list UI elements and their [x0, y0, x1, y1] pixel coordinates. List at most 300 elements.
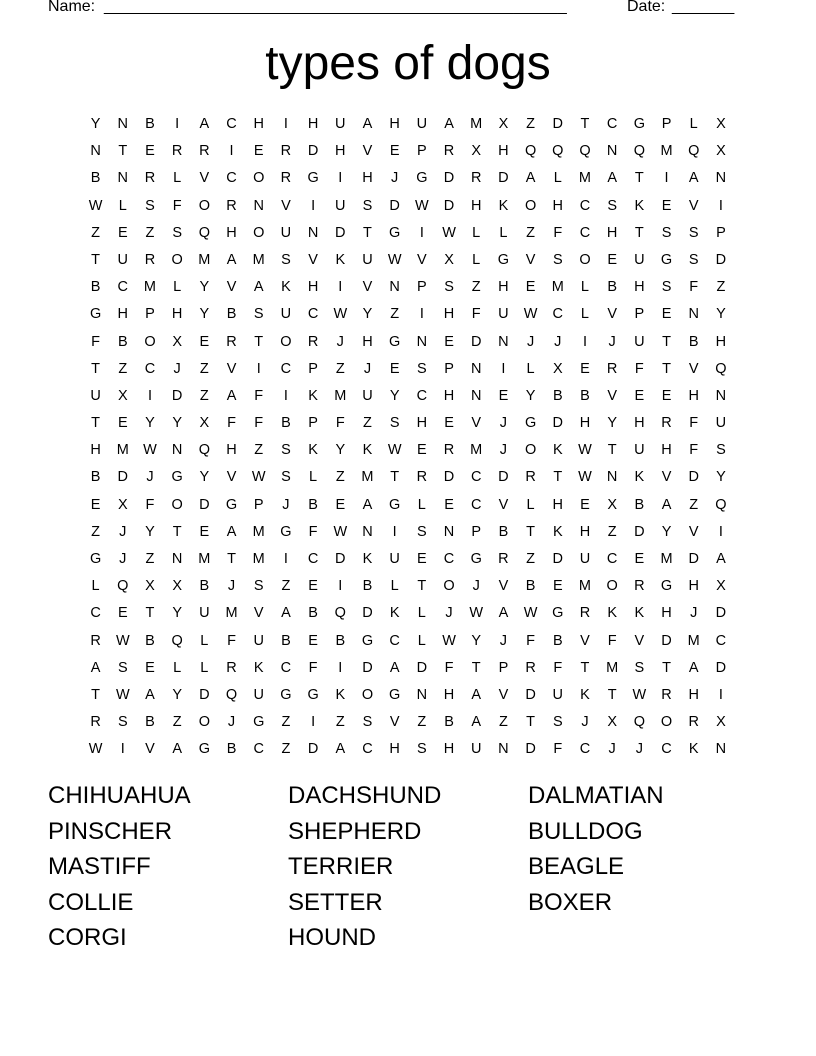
grid-letter: J: [445, 605, 453, 622]
grid-letter: G: [307, 686, 319, 703]
grid-letter: U: [90, 387, 101, 404]
grid-letter: T: [553, 469, 563, 486]
grid-letter: S: [362, 714, 373, 731]
grid-letter: Z: [199, 360, 209, 377]
grid-letter: L: [309, 469, 318, 486]
grid-letter: E: [199, 333, 210, 350]
grid-letter: Y: [362, 306, 373, 323]
grid-letter: Q: [334, 605, 346, 622]
grid-letter: A: [90, 659, 101, 676]
grid-letter: H: [661, 442, 672, 459]
grid-letter: Q: [579, 143, 591, 160]
grid-letter: O: [280, 333, 292, 350]
grid-letter: H: [688, 686, 699, 703]
grid-letter: H: [498, 279, 509, 296]
grid-letter: O: [171, 496, 183, 513]
grid-letter: X: [607, 714, 617, 731]
grid-letter: B: [552, 387, 563, 404]
grid-letter: S: [552, 714, 563, 731]
grid-letter: J: [635, 741, 643, 758]
grid-letter: M: [116, 442, 129, 459]
grid-letter: Q: [552, 143, 564, 160]
grid-letter: N: [117, 116, 129, 132]
grid-letter: A: [444, 116, 454, 132]
grid-letter: Z: [281, 714, 291, 731]
grid-letter: J: [391, 170, 399, 187]
grid-letter: P: [498, 659, 509, 676]
grid-letter: M: [687, 632, 700, 649]
grid-letter: O: [579, 251, 591, 268]
grid-letter: M: [252, 251, 265, 268]
grid-letter: N: [171, 551, 183, 567]
grid-letter: F: [145, 496, 155, 513]
grid-letter: H: [443, 306, 455, 323]
grid-letter: A: [661, 496, 672, 513]
grid-letter: D: [525, 686, 536, 703]
grid-letter: V: [389, 714, 400, 731]
grid-letter: R: [90, 632, 101, 649]
grid-letter: C: [416, 387, 428, 404]
grid-letter: O: [524, 197, 537, 214]
grid-letter: X: [117, 496, 128, 513]
grid-letter: T: [91, 360, 101, 377]
grid-letter: A: [281, 605, 291, 622]
grid-letter: L: [173, 659, 182, 676]
grid-letter: H: [90, 442, 101, 459]
grid-letter: J: [526, 333, 535, 350]
grid-letter: V: [226, 360, 237, 377]
grid-letter: H: [498, 143, 509, 160]
grid-letter: E: [389, 143, 400, 160]
grid-letter: D: [389, 197, 400, 214]
grid-letter: F: [553, 741, 563, 758]
grid-letter: B: [226, 741, 237, 758]
grid-letter: F: [308, 659, 318, 676]
grid-letter: H: [117, 306, 129, 323]
grid-letter: V: [498, 496, 509, 513]
grid-letter: K: [389, 605, 400, 622]
word-list-item: BOXER: [528, 888, 613, 916]
grid-letter: T: [662, 659, 671, 676]
grid-letter: M: [198, 551, 211, 567]
grid-letter: C: [606, 116, 618, 132]
grid-letter: V: [525, 251, 536, 268]
grid-letter: X: [172, 333, 182, 350]
word-list-item: PINSCHER: [48, 817, 173, 845]
grid-letter: A: [253, 279, 264, 296]
word-list-item: DACHSHUND: [288, 782, 442, 809]
grid-letter: E: [634, 387, 645, 404]
grid-letter: N: [606, 143, 618, 160]
date-label: Date:: [627, 0, 666, 15]
grid-letter: Q: [171, 632, 183, 649]
grid-letter: Y: [525, 387, 536, 404]
grid-letter: G: [497, 251, 510, 268]
grid-letter: D: [715, 605, 727, 622]
grid-letter: L: [173, 170, 182, 187]
grid-letter: G: [660, 251, 673, 268]
grid-letter: G: [171, 469, 183, 486]
grid-letter: N: [606, 469, 618, 486]
grid-letter: S: [552, 251, 563, 268]
grid-letter: Y: [389, 387, 400, 404]
grid-letter: H: [688, 387, 699, 404]
grid-letter: P: [444, 360, 454, 377]
grid-letter: E: [580, 360, 590, 377]
grid-letter: D: [335, 224, 346, 241]
grid-letter: C: [470, 496, 482, 513]
grid-letter: Q: [198, 224, 210, 241]
grid-letter: H: [307, 279, 319, 296]
grid-letter: P: [417, 143, 427, 160]
grid-letter: Z: [145, 551, 155, 567]
grid-letter: M: [606, 659, 619, 676]
grid-letter: C: [661, 741, 672, 758]
grid-letter: U: [470, 741, 482, 758]
grid-letter: M: [252, 551, 265, 567]
grid-letter: X: [172, 578, 182, 595]
grid-letter: D: [634, 523, 645, 540]
grid-letter: D: [715, 251, 727, 268]
grid-letter: J: [282, 496, 290, 513]
grid-letter: Z: [281, 578, 291, 595]
grid-letter: W: [333, 523, 348, 540]
grid-letter: K: [580, 686, 590, 703]
grid-letter: W: [143, 442, 157, 459]
word-list-item: BEAGLE: [528, 853, 625, 881]
grid-letter: U: [715, 415, 727, 432]
grid-letter: V: [308, 251, 318, 268]
grid-letter: N: [307, 224, 319, 241]
grid-letter: N: [470, 360, 482, 377]
grid-letter: A: [688, 170, 699, 187]
grid-letter: S: [634, 659, 645, 676]
grid-letter: K: [634, 197, 645, 214]
grid-letter: I: [392, 523, 397, 540]
grid-letter: J: [581, 714, 589, 731]
grid-letter: Z: [335, 360, 345, 377]
grid-letter: R: [226, 197, 237, 214]
grid-letter: G: [89, 551, 102, 567]
grid-letter: M: [143, 279, 157, 296]
grid-letter: V: [253, 605, 264, 622]
grid-letter: D: [307, 143, 319, 160]
grid-letter: W: [387, 251, 402, 268]
grid-letter: V: [417, 251, 427, 268]
grid-letter: D: [470, 333, 482, 350]
grid-letter: V: [688, 360, 699, 377]
grid-letter: A: [226, 523, 237, 540]
grid-letter: B: [498, 523, 509, 540]
grid-letter: M: [225, 605, 238, 622]
grid-letter: U: [117, 251, 129, 268]
grid-letter: H: [362, 170, 373, 187]
grid-letter: X: [498, 116, 509, 132]
grid-letter: D: [498, 170, 509, 187]
grid-letter: J: [173, 360, 181, 377]
grid-letter: V: [226, 279, 237, 296]
grid-letter: R: [634, 578, 645, 595]
grid-letter: Y: [199, 469, 210, 486]
grid-letter: I: [283, 551, 288, 567]
grid-letter: E: [661, 197, 672, 214]
grid-letter: H: [606, 224, 618, 241]
grid-letter: E: [661, 387, 672, 404]
grid-letter: H: [552, 496, 564, 513]
grid-letter: R: [661, 415, 672, 432]
grid-letter: C: [552, 306, 564, 323]
grid-letter: C: [307, 551, 319, 567]
grid-letter: N: [470, 387, 482, 404]
grid-letter: R: [226, 659, 237, 676]
grid-letter: D: [688, 469, 699, 486]
grid-letter: F: [335, 415, 345, 432]
grid-letter: L: [580, 279, 589, 296]
grid-letter: L: [580, 306, 589, 323]
grid-letter: H: [226, 224, 237, 241]
grid-letter: L: [689, 116, 698, 132]
grid-letter: U: [280, 306, 292, 323]
grid-letter: R: [90, 714, 101, 731]
grid-letter: A: [471, 686, 482, 703]
grid-letter: V: [145, 741, 155, 758]
grid-letter: H: [389, 741, 400, 758]
grid-letter: K: [308, 387, 318, 404]
grid-letter: M: [578, 578, 592, 595]
grid-letter: Q: [688, 143, 700, 160]
grid-letter: T: [172, 523, 182, 540]
grid-letter: C: [144, 360, 156, 377]
word-list-item: BULLDOG: [528, 817, 643, 845]
grid-letter: B: [145, 116, 155, 132]
grid-letter: V: [661, 469, 672, 486]
grid-letter: I: [718, 686, 723, 703]
grid-letter: V: [362, 143, 373, 160]
name-blank-line: ____________________________________________________: [104, 0, 567, 15]
grid-letter: G: [633, 116, 645, 132]
grid-letter: O: [606, 578, 618, 595]
grid-letter: F: [471, 306, 481, 323]
grid-letter: K: [552, 523, 563, 540]
grid-letter: H: [443, 741, 455, 758]
grid-letter: W: [115, 686, 130, 703]
grid-letter: E: [498, 387, 509, 404]
grid-letter: Y: [716, 469, 726, 486]
grid-letter: K: [634, 469, 645, 486]
grid-letter: V: [226, 469, 237, 486]
grid-letter: V: [498, 686, 509, 703]
grid-letter: B: [226, 306, 237, 323]
word-list-item: DALMATIAN: [528, 782, 664, 809]
grid-letter: T: [363, 224, 372, 241]
grid-letter: Z: [526, 551, 536, 567]
grid-letter: O: [443, 578, 455, 595]
grid-letter: O: [144, 333, 156, 350]
grid-letter: V: [362, 279, 373, 296]
grid-letter: Y: [172, 686, 182, 703]
grid-letter: J: [554, 333, 562, 350]
grid-letter: Z: [363, 415, 372, 432]
grid-letter: V: [607, 306, 617, 323]
grid-letter: M: [334, 387, 347, 404]
grid-letter: Q: [715, 360, 727, 377]
grid-letter: X: [716, 578, 726, 595]
grid-letter: A: [716, 551, 726, 567]
grid-letter: D: [443, 170, 455, 187]
grid-letter: V: [498, 578, 509, 595]
grid-letter: S: [688, 251, 699, 268]
grid-letter: K: [607, 605, 617, 622]
grid-letter: W: [415, 197, 429, 214]
grid-letter: Z: [716, 279, 726, 296]
grid-letter: B: [117, 333, 128, 350]
grid-letter: E: [335, 496, 346, 513]
grid-letter: X: [199, 415, 210, 432]
grid-letter: D: [335, 551, 346, 567]
grid-letter: X: [444, 251, 454, 268]
grid-letter: M: [660, 551, 673, 567]
grid-letter: Z: [498, 714, 508, 731]
grid-letter: N: [117, 170, 129, 187]
grid-letter: D: [443, 469, 455, 486]
grid-letter: R: [280, 143, 292, 160]
grid-letter: L: [173, 279, 182, 296]
grid-letter: A: [607, 170, 617, 187]
grid-letter: Q: [715, 496, 727, 513]
grid-letter: S: [661, 279, 672, 296]
grid-letter: V: [580, 632, 590, 649]
grid-letter: G: [89, 306, 102, 323]
grid-letter: H: [253, 116, 264, 132]
grid-letter: Z: [335, 714, 345, 731]
grid-letter: S: [444, 279, 454, 296]
grid-letter: B: [281, 632, 291, 649]
grid-letter: C: [253, 741, 264, 758]
grid-letter: E: [90, 496, 101, 513]
grid-letter: T: [607, 442, 617, 459]
grid-letter: A: [226, 251, 237, 268]
grid-letter: I: [311, 714, 316, 731]
grid-letter: T: [145, 605, 155, 622]
grid-letter: Q: [524, 143, 537, 160]
grid-letter: L: [499, 224, 508, 241]
grid-letter: F: [254, 415, 264, 432]
grid-letter: T: [580, 116, 590, 132]
grid-letter: P: [661, 116, 672, 132]
grid-letter: F: [91, 333, 101, 350]
grid-letter: N: [362, 523, 373, 540]
grid-letter: S: [281, 442, 291, 459]
grid-letter: E: [580, 496, 590, 513]
grid-letter: H: [226, 442, 237, 459]
grid-letter: G: [307, 170, 319, 187]
grid-letter: G: [389, 224, 401, 241]
grid-letter: D: [117, 469, 129, 486]
grid-letter: C: [226, 170, 237, 187]
grid-letter: G: [280, 686, 292, 703]
grid-letter: V: [471, 415, 482, 432]
grid-letter: F: [689, 415, 699, 432]
grid-letter: K: [634, 605, 645, 622]
grid-letter: K: [552, 442, 563, 459]
grid-letter: H: [634, 415, 645, 432]
grid-letter: S: [172, 224, 182, 241]
name-label: Name:: [48, 0, 96, 15]
grid-letter: E: [525, 279, 536, 296]
grid-letter: A: [172, 741, 182, 758]
grid-letter: I: [283, 387, 288, 404]
grid-letter: I: [256, 360, 261, 377]
grid-letter: Z: [390, 306, 400, 323]
grid-letter: N: [443, 523, 455, 540]
grid-letter: F: [444, 659, 454, 676]
grid-letter: P: [634, 306, 645, 323]
grid-letter: U: [634, 333, 645, 350]
grid-letter: H: [416, 415, 428, 432]
grid-letter: P: [417, 279, 427, 296]
grid-letter: F: [553, 659, 563, 676]
grid-letter: Z: [172, 714, 182, 731]
grid-letter: Y: [716, 306, 726, 323]
grid-letter: Y: [172, 605, 182, 622]
grid-letter: Y: [607, 415, 617, 432]
grid-letter: E: [444, 415, 454, 432]
grid-letter: R: [171, 143, 183, 160]
grid-letter: A: [145, 686, 155, 703]
grid-letter: H: [389, 116, 400, 132]
grid-letter: I: [419, 224, 424, 241]
grid-letter: K: [308, 442, 318, 459]
grid-letter: L: [472, 251, 481, 268]
grid-letter: B: [145, 632, 155, 649]
grid-letter: J: [690, 605, 698, 622]
grid-letter: T: [662, 333, 671, 350]
grid-letter: I: [311, 197, 316, 214]
grid-letter: O: [660, 714, 673, 731]
grid-letter: Y: [145, 415, 155, 432]
grid-letter: F: [689, 442, 699, 459]
grid-letter: D: [498, 469, 509, 486]
grid-letter: L: [526, 496, 535, 513]
grid-letter: B: [308, 496, 318, 513]
grid-letter: S: [362, 197, 373, 214]
grid-letter: A: [389, 659, 400, 676]
grid-letter: X: [716, 143, 726, 160]
grid-letter: Y: [145, 523, 155, 540]
grid-letter: F: [553, 224, 563, 241]
grid-letter: N: [416, 686, 428, 703]
grid-letter: H: [661, 605, 672, 622]
grid-letter: I: [338, 578, 343, 595]
grid-letter: G: [198, 741, 210, 758]
grid-letter: T: [91, 686, 101, 703]
grid-letter: M: [551, 279, 564, 296]
grid-letter: L: [417, 496, 426, 513]
grid-letter: N: [715, 741, 727, 758]
grid-letter: A: [335, 741, 346, 758]
grid-letter: H: [470, 197, 482, 214]
grid-letter: C: [389, 632, 400, 649]
grid-letter: I: [229, 143, 234, 160]
grid-letter: F: [308, 523, 318, 540]
grid-letter: E: [308, 632, 318, 649]
grid-letter: S: [607, 197, 617, 214]
grid-letter: S: [716, 442, 726, 459]
grid-letter: H: [634, 279, 645, 296]
grid-letter: W: [469, 605, 484, 622]
grid-letter: X: [607, 496, 617, 513]
grid-letter: Z: [526, 116, 536, 132]
